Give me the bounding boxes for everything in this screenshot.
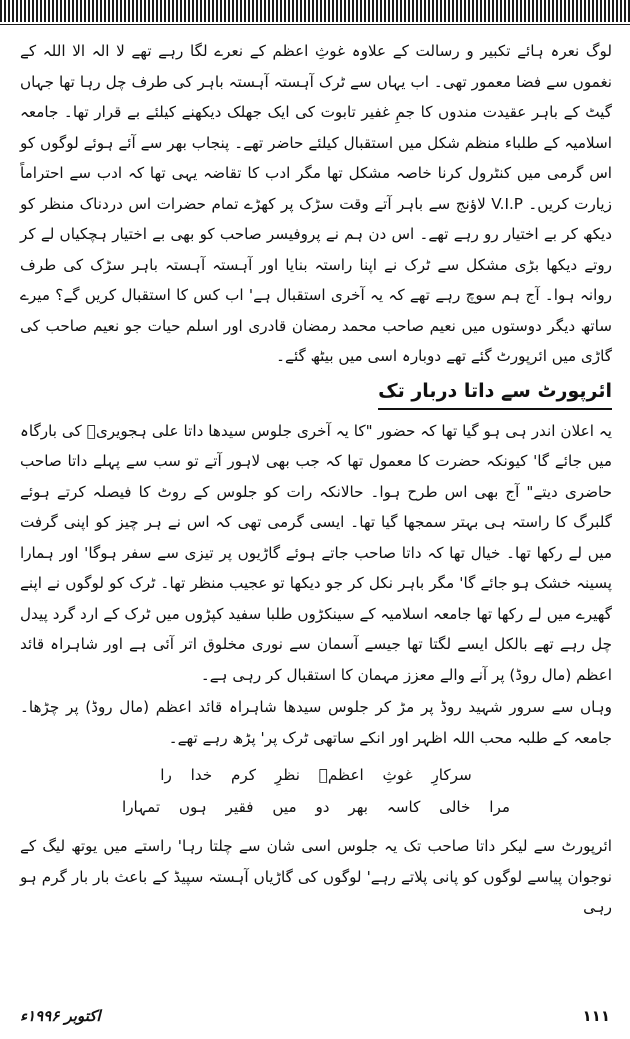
couplet [20, 759, 612, 823]
section-heading: ائرپورٹ سے داتا دربار تک [378, 376, 612, 410]
paragraph-procession: یہ اعلان اندر ہی ہو گیا تھا کہ حضور "کا یہ آخری جلوس سیدھا داتا علی ہجویریؒ کی بارگاہ میں جائے گا' کیونکہ حضرت کا معمول تھا کہ جب بھی لاہور آتے تو سب سے پہلے داتا صاحب حاضری دیتے" آج بھی اس طرح ہوا۔ حالانکہ رات کو جلوس کے روٹ کا فیصلہ کرتے ہوئے گلبرگ کا راستہ ہی بہتر سمجھا گیا تھا۔ ایسی گرمی تھی کہ اس نے ہر چیز کو اپنی گرفت میں لے رکھا تھا۔ خیال تھا کہ داتا صاحب جاتے ہوئے گاڑیوں پر تیزی سے سفر ہوگا' اور ہمارا پسینہ خشک ہو جائے گا' مگر باہر نکل کر جو دیکھا تو عجیب منظر تھا۔ ٹرک کو لوگوں نے اپنے گھیرے میں لے رکھا تھا جامعہ اسلامیہ کے سینکڑوں طلبا سفید کپڑوں میں ٹرک کے ارد گرد پیدل چل رہے تھے بالکل ایسے لگتا تھا جیسے آسمان سے نوری مخلوق اتر آئی ہے اور شاہراہ قائد اعظم (مال روڈ) پر آنے والے معزز مہمان کا استقبال کر رہی ہے۔ [20, 421, 612, 684]
section-heading-wrap [20, 372, 612, 416]
top-decorative-rule [0, 0, 630, 22]
page-body [20, 36, 612, 923]
couplet-line-2: مرا خالی کاسہ بھر دو میں فقیر ہوں تمہارا [121, 798, 510, 816]
page-number: ۱۱۱ [582, 1007, 610, 1025]
couplet-line-1: سرکارِ غوثِ اعظمؒ نظرِ کرم خدا را [160, 766, 472, 784]
footer-date: اکتوبر ۱۹۹۶ء [20, 1007, 101, 1025]
paragraph-arrival: لوگ نعرہ ہائے تکبیر و رسالت کے علاوہ غوثِ اعظم کے نعرے لگا رہے تھے لا الہ الا اللہ کے نغموں سے فضا معمور تھی۔ اب یہاں سے ٹرک آہستہ آہستہ باہر کی طرف چل رہا تھا جہاں گیٹ کے باہر عقیدت مندوں کا جمِ غفیر تابوت کی ایک جھلک دیکھنے کیلئے بے قرار تھا۔ جامعہ اسلامیہ کے طلباء منظم شکل میں استقبال کیلئے حاضر تھے۔ پنجاب بھر سے آئے ہوئے لوگوں کو اس گرمی میں کنٹرول کرنا خاصہ مشکل تھا مگر ادب کا تقاضہ یہی تھا کہ ادب سے احتراماً زیارت کریں۔ V.I.P لاؤنج سے باہر آتے وقت سڑک پر کھڑے تمام حضرات اس دردناک منظر کو دیکھ کر بے اختیار رو رہے تھے۔ اس دن ہم نے پروفیسر صاحب کو بھی بے اختیار ہچکیاں لے کر روتے دیکھا بڑی مشکل سے ٹرک نے اپنا راستہ بنایا اور آہستہ آہستہ باہر سڑک کی طرف روانہ ہوا۔ آج ہم سوچ رہے تھے کہ یہ آخری استقبال ہے' اب کس کا استقبال کریں گے؟ میرے ساتھ دیگر دوستوں میں نعیم صاحب محمد رمضان قادری اور اسلم حیات جو نعیم صاحب کی گاڑی میں ائرپورٹ گئے تھے دوبارہ اسی میں بیٹھ گئے۔ [20, 42, 612, 365]
paragraph-youth-league: ائرپورٹ سے لیکر داتا صاحب تک یہ جلوس اسی شان سے چلتا رہا' راستے میں یوتھ لیگ کے نوجوان پیاسے لوگوں کو پانی پلاتے رہے' لوگوں کی گاڑیاں آہستہ سپیڈ کے باعث بار بار گرم ہو رہی [20, 837, 612, 916]
paragraph-mall-road: وہاں سے سرور شہید روڈ پر مڑ کر جلوس سیدھا شاہراہ قائد اعظم (مال روڈ) پر چڑھا۔ جامعہ کے طلبہ محب اللہ اظہر اور انکے ساتھی ٹرک پر' پڑھ رہے تھے۔ [20, 698, 612, 747]
page-footer [20, 1005, 610, 1035]
